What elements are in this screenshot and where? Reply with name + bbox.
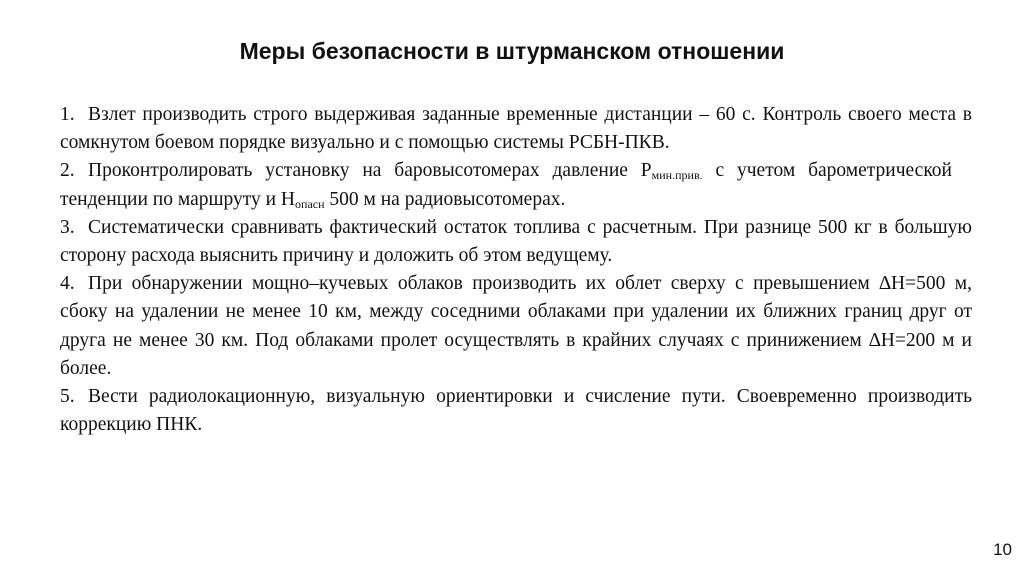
item-number: 3. [60,216,75,238]
safety-measures-list [60,101,972,439]
item-number: 2. [60,160,75,182]
list-item [60,101,972,157]
item-text-part: Проконтролировать установку на баровысотомерах давление Р [88,160,652,182]
item-text: При обнаружении мощно–кучевых облаков производить их облет сверху с превышением ∆Н=500 м, сбоку на удалении не менее 10 км, между соседними облаками при удалении их ближних границ друг от друга не менее 30 км. Под облаками пролет осуществлять в крайних случаях с принижением ∆Н=200 м и более. [60,273,972,379]
page-number: 10 [993,540,1012,559]
item-text: Взлет производить строго выдерживая заданные временные дистанции – 60 с. Контроль своего места в сомкнутом боевом порядке визуально и с помощью системы РСБН-ПКВ. [60,104,972,154]
item-number: 1. [60,104,75,125]
item-text-part: с учетом барометрической [702,160,952,182]
pressure-subscript: мин.прив. [651,168,703,183]
item-text-part: 500 м на радиовысотомерах. [324,188,566,210]
slide-title: Меры безопасности в штурманском отношении [239,38,785,64]
height-subscript: опасн [295,196,325,211]
list-item [60,157,972,213]
item-number: 4. [60,273,75,295]
item-text: Вести радиолокационную, визуальную ориентировки и счисление пути. Своевременно производить коррекцию ПНК. [60,386,972,436]
item-number: 5. [60,386,75,408]
item-text-part: тенденции по маршруту и Н [60,188,296,210]
list-item [60,214,972,270]
item-text: Систематически сравнивать фактический остаток топлива с расчетным. При разнице 500 кг в большую сторону расхода выяснить причину и доложить об этом ведущему. [60,216,972,267]
list-item [60,270,972,383]
list-item [60,383,972,439]
